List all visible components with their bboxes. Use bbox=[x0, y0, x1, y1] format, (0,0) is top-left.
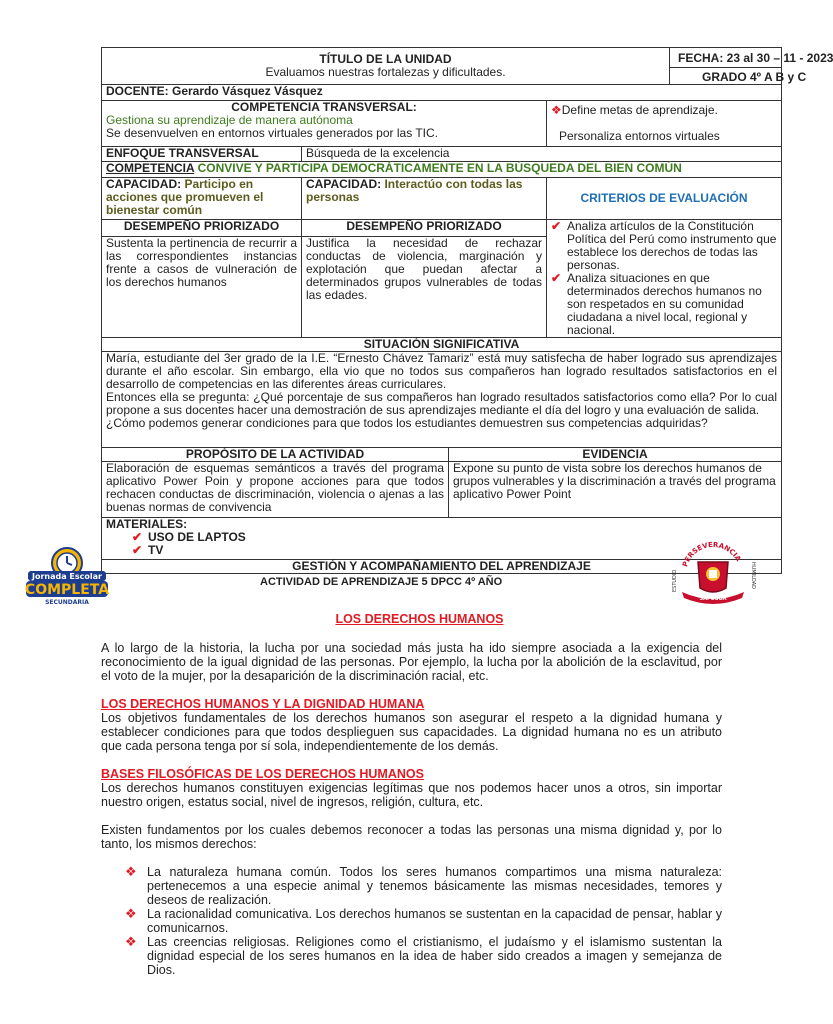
performance-label-1: DESEMPEÑO PRIORIZADO bbox=[102, 220, 302, 237]
content bbox=[101, 612, 722, 977]
performance-2: Justifica la necesidad de rechazar conductas de violencia, marginación y explotación que puedan afectar a determinados grupos vulnerables de todas las edades. bbox=[302, 236, 547, 337]
logo-left-line2: COMPLETA bbox=[24, 582, 110, 598]
list-item: ❖ La naturaleza humana común. Todos los seres humanos compartimos una misma naturaleza: pertenecemos a una especie animal y tenemos básicamente las mismas necesidades, temores y deseos de realización. bbox=[125, 864, 722, 907]
capacity-cell-1 bbox=[102, 178, 302, 220]
performance-label-2: DESEMPEÑO PRIORIZADO bbox=[302, 220, 547, 237]
heading-dignity: LOS DERECHOS HUMANOS Y LA DIGNIDAD HUMANA bbox=[101, 697, 425, 711]
foundations-paragraph: Existen fundamentos por los cuales debemos reconocer a todas las personas una misma dignidad y, por lo tanto, los mismos derechos: bbox=[101, 823, 722, 851]
teacher: DOCENTE: Gerardo Vásquez Vásquez bbox=[102, 85, 782, 101]
evidence: Expone su punto de vista sobre los derechos humanos de grupos vulnerables y la discriminación a través del programa aplicativo Power Point bbox=[449, 462, 782, 518]
purpose: Elaboración de esquemas semánticos a través del programa aplicativo Power Poin y propone acciones para que todos rechacen conductas de discriminación, violencia o ajenas a las buenas normas de convivencia bbox=[102, 462, 449, 518]
diamond-bullet-icon: ❖ bbox=[125, 864, 137, 879]
situation-3: ¿Cómo podemos generar condiciones para que todos los estudiantes demuestren sus competencias adquiridas? bbox=[106, 416, 708, 430]
section-title: LOS DERECHOS HUMANOS bbox=[335, 612, 504, 626]
grade: GRADO 4º A B y C bbox=[702, 70, 807, 84]
unit-plan-sheet bbox=[101, 47, 833, 574]
check-icon: ✔ bbox=[551, 271, 562, 285]
criteria-label: CRITERIOS DE EVALUACIÓN bbox=[547, 178, 782, 220]
focus-label: ENFOQUE TRANSVERSAL bbox=[102, 147, 302, 162]
diamond-bullet-icon: ❖ bbox=[125, 934, 137, 949]
date: FECHA: 23 al 30 – 11 - 2023 bbox=[670, 48, 781, 68]
unit-title-cell bbox=[102, 48, 670, 85]
situation-cell bbox=[102, 352, 782, 448]
capacity-label-2: CAPACIDAD: bbox=[306, 177, 382, 191]
check-icon: ✔ bbox=[132, 543, 143, 557]
goal-2: Personaliza entornos virtuales bbox=[559, 129, 720, 143]
intro-paragraph: A lo largo de la historia, la lucha por una sociedad más justa ha ido siempre asociada a la exigencia del reconocimiento de la igual dignidad de las personas. Por ejemplo, la lucha por la abolición de la esclavitud, por el voto de la mujer, por la desaparición de la discriminación racial, etc. bbox=[101, 641, 722, 683]
goals-cell bbox=[547, 101, 782, 147]
management-label: GESTIÓN Y ACOMPAÑAMIENTO DEL APRENDIZAJE bbox=[102, 560, 782, 574]
crest-left-text: ESTUDIO bbox=[672, 569, 678, 592]
material-1: USO DE LAPTOS bbox=[148, 530, 246, 544]
jornada-escolar-completa-logo bbox=[24, 545, 110, 607]
evidence-label: EVIDENCIA bbox=[449, 448, 782, 462]
logo-left-line1: Jornada Escolar bbox=[32, 572, 102, 581]
transversal-competence: Gestiona su aprendizaje de manera autónoma bbox=[106, 113, 353, 127]
transversal-competence-label: COMPETENCIA TRANSVERSAL: bbox=[231, 100, 417, 114]
tic-competence: Se desenvuelven en entornos virtuales generados por las TIC. bbox=[106, 126, 438, 140]
unit-title: Evaluamos nuestras fortalezas y dificultades. bbox=[265, 65, 506, 79]
school-crest-logo bbox=[668, 540, 758, 606]
diamond-bullet-icon: ❖ bbox=[125, 906, 137, 921]
foundations-list bbox=[101, 865, 722, 977]
criteria-cell bbox=[547, 220, 782, 338]
situation-label: SITUACIÓN SIGNIFICATIVA bbox=[102, 338, 782, 352]
focus-value: Búsqueda de la excelencia bbox=[302, 147, 782, 162]
list-item: ❖ Las creencias religiosas. Religiones como el cristianismo, el judaísmo y el islamismo sustentan la dignidad especial de los seres humanos en la idea de haber sido creados a imagen y semejanza de Dios. bbox=[125, 934, 722, 977]
dignity-paragraph: Los objetivos fundamentales de los derechos humanos son asegurar el respeto a la dignidad humana y establecer condiciones para que todos desplieguen sus capacidades. La dignidad humana no es un atributo que cada persona tenga por sí sola, independientemente de los demás. bbox=[101, 711, 722, 753]
date-grade-cell bbox=[670, 48, 833, 85]
criteria-2: Analiza situaciones en que determinados derechos humanos no son respetados en su comunidad ciudadana a nivel local, regional y nacional. bbox=[567, 271, 762, 337]
logo-left-line3: SECUNDARIA bbox=[45, 599, 89, 606]
performance-1: Sustenta la pertinencia de recurrir a las correspondientes instancias frente a casos de vulneración de los derechos humanos bbox=[102, 236, 302, 337]
diamond-bullet-icon: ❖ bbox=[551, 103, 562, 117]
unit-plan-table bbox=[101, 47, 833, 574]
transversal-competence-cell bbox=[102, 101, 547, 147]
check-icon: ✔ bbox=[551, 219, 562, 233]
situation-1: María, estudiante del 3er grado de la I.E. “Ernesto Chávez Tamariz” está muy satisfecha de haber logrado sus aprendizajes durante el año escolar. Sin embargo, ella vio que no todos sus compañeros han logrado resultados satisfactorios en el desarrollo de competencias en las diferentes áreas curriculares. bbox=[106, 351, 777, 391]
heading-bases: BASES FILOSÓFICAS DE LOS DERECHOS HUMANOS bbox=[101, 767, 424, 781]
capacity-cell-2 bbox=[302, 178, 547, 220]
criteria-1: Analiza artículos de la Constitución Política del Perú como instrumento que establece los derechos de todas las personas. bbox=[567, 219, 777, 272]
crest-arc-text: PERSEVERANCIA bbox=[681, 540, 743, 568]
competence-cell bbox=[102, 162, 782, 178]
activity-title: ACTIVIDAD DE APRENDIZAJE 5 DPCC 4º AÑO bbox=[260, 576, 503, 588]
unit-title-label: TÍTULO DE LA UNIDAD bbox=[319, 52, 452, 66]
situation-2: Entonces ella se pregunta: ¿Qué porcentaje de sus compañeros han logrado resultados satisfactorios como ella? Por lo cual propone a sus docentes hacer una demostración de sus aprendizajes mediante el día del logro y una evaluación de salida. bbox=[106, 390, 777, 417]
check-icon: ✔ bbox=[132, 530, 143, 544]
capacity-label-1: CAPACIDAD: bbox=[106, 177, 182, 191]
capacity-2: Interactúo con todas las personas bbox=[306, 177, 523, 204]
competence-value: CONVIVE Y PARTICIPA DEMOCRÁTICAMENTE EN LA BÚSQUEDA DEL BIEN COMÚN bbox=[194, 161, 682, 175]
capacity-1: Participo en acciones que promueven el bienestar común bbox=[106, 177, 264, 217]
purpose-label: PROPÓSITO DE LA ACTIVIDAD bbox=[102, 448, 449, 462]
crest-banner-text: SAPOSOA bbox=[699, 596, 727, 602]
crest-right-text: HUMILDAD bbox=[750, 562, 756, 590]
list-item: ❖ La racionalidad comunicativa. Los derechos humanos se sustentan en la capacidad de pensar, hablar y comunicarnos. bbox=[125, 906, 722, 935]
competence-label: COMPETENCIA bbox=[106, 161, 195, 175]
goal-1: Define metas de aprendizaje. bbox=[561, 103, 718, 117]
materials-label: MATERIALES: bbox=[106, 517, 188, 531]
material-2: TV bbox=[148, 543, 164, 557]
bases-paragraph: Los derechos humanos constituyen exigencias legítimas que nos podemos hacer unos a otros, sin importar nuestro origen, estatus social, nivel de ingresos, religión, cultura, etc. bbox=[101, 781, 722, 809]
